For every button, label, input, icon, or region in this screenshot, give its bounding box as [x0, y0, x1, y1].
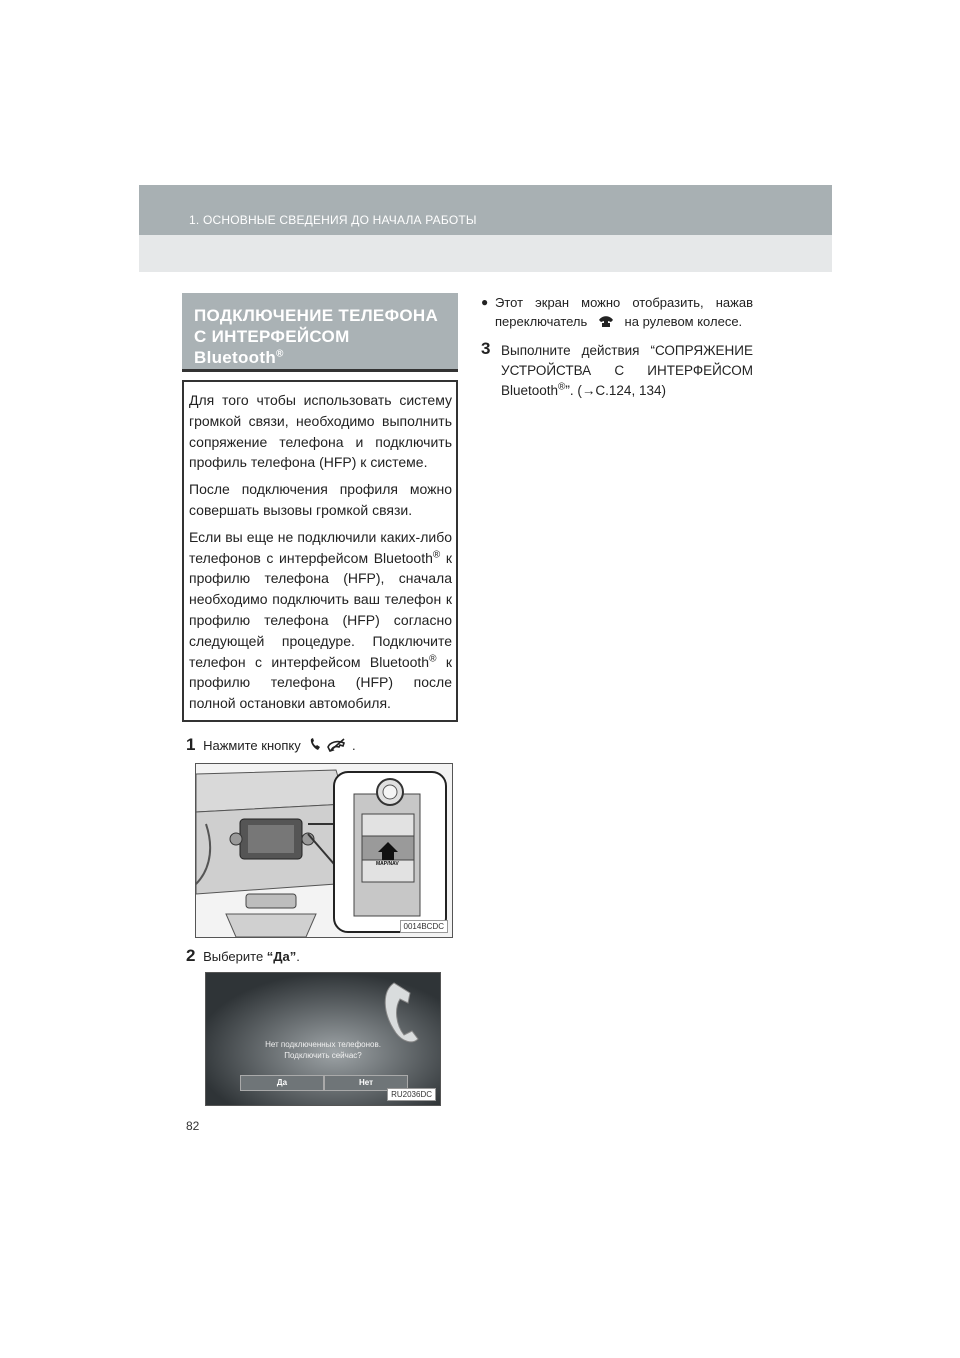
section-title-line2: С ИНТЕРФЕЙСОМ	[194, 327, 350, 346]
note-p3-part2: к профилю телефона (HFP), сначала необходимо подключить ваш телефон к профилю телефона (HFP) согласно следующей процедуре. Подключите телефон с интерфейсом Bluetooth	[189, 549, 452, 670]
step-3	[481, 341, 753, 401]
registered-mark: ®	[558, 381, 566, 393]
step-number: 2	[186, 946, 196, 965]
bullet-dot-icon: ●	[481, 295, 489, 309]
page-number: 82	[186, 1119, 200, 1133]
note-paragraph-1: Для того чтобы использовать систему громкой связи, необходимо выполнить сопряжение телефона и подключить профиль телефона (HFP) к системе.	[189, 392, 452, 471]
figure-code: 0014BCDC	[400, 920, 448, 933]
screen-illustration	[205, 972, 441, 1106]
note-p3-part1: Если вы еще не подключили каких-либо телефонов с интерфейсом Bluetooth	[189, 528, 452, 566]
step-2	[186, 946, 300, 966]
dashboard-drawing	[196, 764, 452, 937]
registered-mark: ®	[432, 548, 441, 560]
map-nav-button-label: MAP/NAV	[376, 861, 399, 867]
step-number: 3	[481, 339, 491, 358]
bullet-text-part1: Этот экран можно отобразить, нажав переключатель	[495, 295, 753, 329]
section-title-line1: ПОДКЛЮЧЕНИЕ ТЕЛЕФОНА	[194, 306, 439, 325]
note-p3-part3: к профилю телефона (HFP) после полной остановки автомобиля.	[189, 653, 453, 712]
figure-code: RU2036DC	[387, 1088, 436, 1101]
step-2-option: “Да”	[266, 949, 297, 964]
step-3-text: Выполните действия “СОПРЯЖЕНИЕ УСТРОЙСТВА С ИНТЕРФЕЙСОМ Bluetooth	[501, 343, 753, 398]
screen-message	[206, 1039, 440, 1061]
phone-button-icon	[308, 737, 348, 753]
screen-message-line1: Нет подключенных телефонов.	[265, 1040, 381, 1049]
no-button[interactable]: Нет	[324, 1075, 408, 1091]
step-number: 1	[186, 735, 196, 754]
steering-phone-switch-icon	[597, 314, 615, 328]
dashboard-illustration	[195, 763, 453, 938]
step-1	[186, 735, 356, 755]
bullet-note	[481, 293, 753, 331]
step-1-text: Нажмите кнопку	[203, 738, 301, 753]
right-column	[481, 293, 753, 401]
left-column	[182, 293, 458, 722]
step-1-end: .	[351, 738, 356, 753]
info-note-box	[182, 380, 458, 722]
registered-mark: ®	[276, 348, 284, 360]
section-title	[182, 293, 458, 372]
bullet-text-part2: на рулевом колесе.	[624, 314, 743, 329]
step-2-text: Выберите	[203, 949, 267, 964]
registered-mark: ®	[429, 652, 437, 664]
section-title-line3	[194, 347, 448, 368]
header-band	[139, 185, 832, 235]
step-2-end: .	[296, 949, 300, 964]
screen-message-line2: Подключить сейчас?	[284, 1051, 362, 1060]
chapter-title: 1. ОСНОВНЫЕ СВЕДЕНИЯ ДО НАЧАЛА РАБОТЫ	[189, 213, 477, 227]
note-paragraph-2: После подключения профиля можно совершать вызовы громкой связи.	[189, 481, 452, 518]
chapter-header	[139, 185, 832, 272]
step-3-end: ”. (→С.124, 134)	[565, 383, 666, 398]
yes-button[interactable]: Да	[240, 1075, 324, 1091]
note-paragraph-3	[189, 527, 452, 714]
section-title-bluetooth: Bluetooth	[194, 348, 277, 367]
